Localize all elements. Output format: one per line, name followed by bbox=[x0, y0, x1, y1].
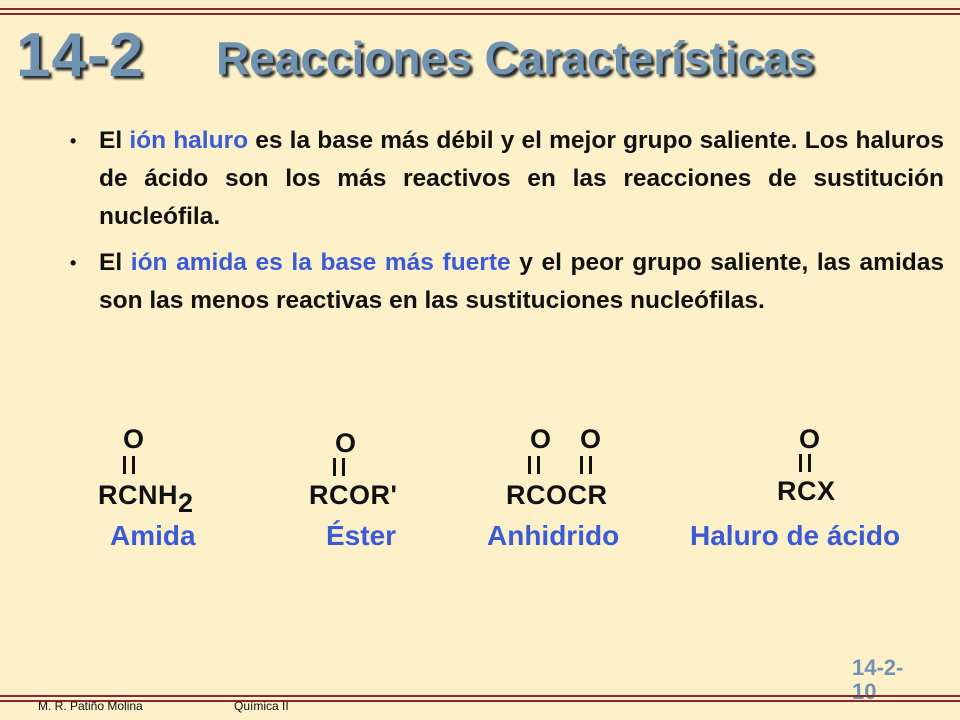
double-bond-icon bbox=[528, 456, 540, 474]
bullet-text-lead: El bbox=[99, 127, 130, 154]
bullet-item-amide bbox=[70, 244, 944, 320]
carbonyl-oxygen: O bbox=[799, 424, 821, 454]
bullet-dot-icon: • bbox=[70, 131, 77, 151]
page-number: 14-2-10 bbox=[852, 655, 904, 704]
carbonyl-oxygen: O bbox=[580, 424, 602, 454]
formula-subscript: 2 bbox=[178, 488, 194, 518]
bottom-rule-outer bbox=[0, 695, 960, 697]
compound-name-ester: Éster bbox=[326, 520, 397, 551]
formula-acid-halide: RCX bbox=[777, 476, 836, 506]
compound-name-acid-halide: Haluro de ácido bbox=[690, 520, 901, 551]
top-rule-outer bbox=[0, 8, 960, 10]
compound-name-amide: Amida bbox=[110, 520, 196, 551]
carbonyl-oxygen: O bbox=[123, 424, 145, 454]
bullet-dot-icon: • bbox=[70, 253, 77, 273]
footer-course: Química II bbox=[234, 699, 289, 713]
formula-amide bbox=[98, 480, 194, 518]
formula-anhydride: RCOCR bbox=[506, 480, 608, 510]
bottom-rule-inner bbox=[0, 700, 960, 702]
carbonyl-oxygen: O bbox=[335, 428, 357, 458]
bullet-highlight: ión haluro bbox=[129, 127, 249, 154]
compound-name-anhydride: Anhidrido bbox=[487, 520, 620, 551]
bullet-highlight: ión amida es la base más fuerte bbox=[130, 249, 511, 276]
top-rule-inner bbox=[0, 13, 960, 15]
bullet-list bbox=[70, 122, 944, 328]
double-bond-icon bbox=[799, 454, 811, 472]
double-bond-icon bbox=[580, 456, 592, 474]
slide-title: Reacciones Características bbox=[216, 32, 815, 84]
bullet-item-halide bbox=[70, 122, 944, 236]
section-number: 14-2 bbox=[16, 21, 145, 90]
double-bond-icon bbox=[123, 456, 135, 474]
bullet-text-rest: y el peor grupo saliente, las amidas son las menos reactivas en las sustituciones nucleófilas. bbox=[99, 249, 944, 314]
formula-ester: RCOR' bbox=[309, 480, 398, 510]
bullet-text-lead: El bbox=[99, 249, 131, 276]
bullet-text-rest: es la base más débil y el mejor grupo saliente. Los haluros de ácido son los más reactivos en las reacciones de sustitución nucleófila. bbox=[99, 127, 944, 230]
footer-author: M. R. Patiño Molina bbox=[38, 699, 143, 713]
double-bond-icon bbox=[333, 458, 345, 476]
formula-text: RCNH bbox=[98, 480, 178, 510]
carbonyl-oxygen: O bbox=[530, 424, 552, 454]
